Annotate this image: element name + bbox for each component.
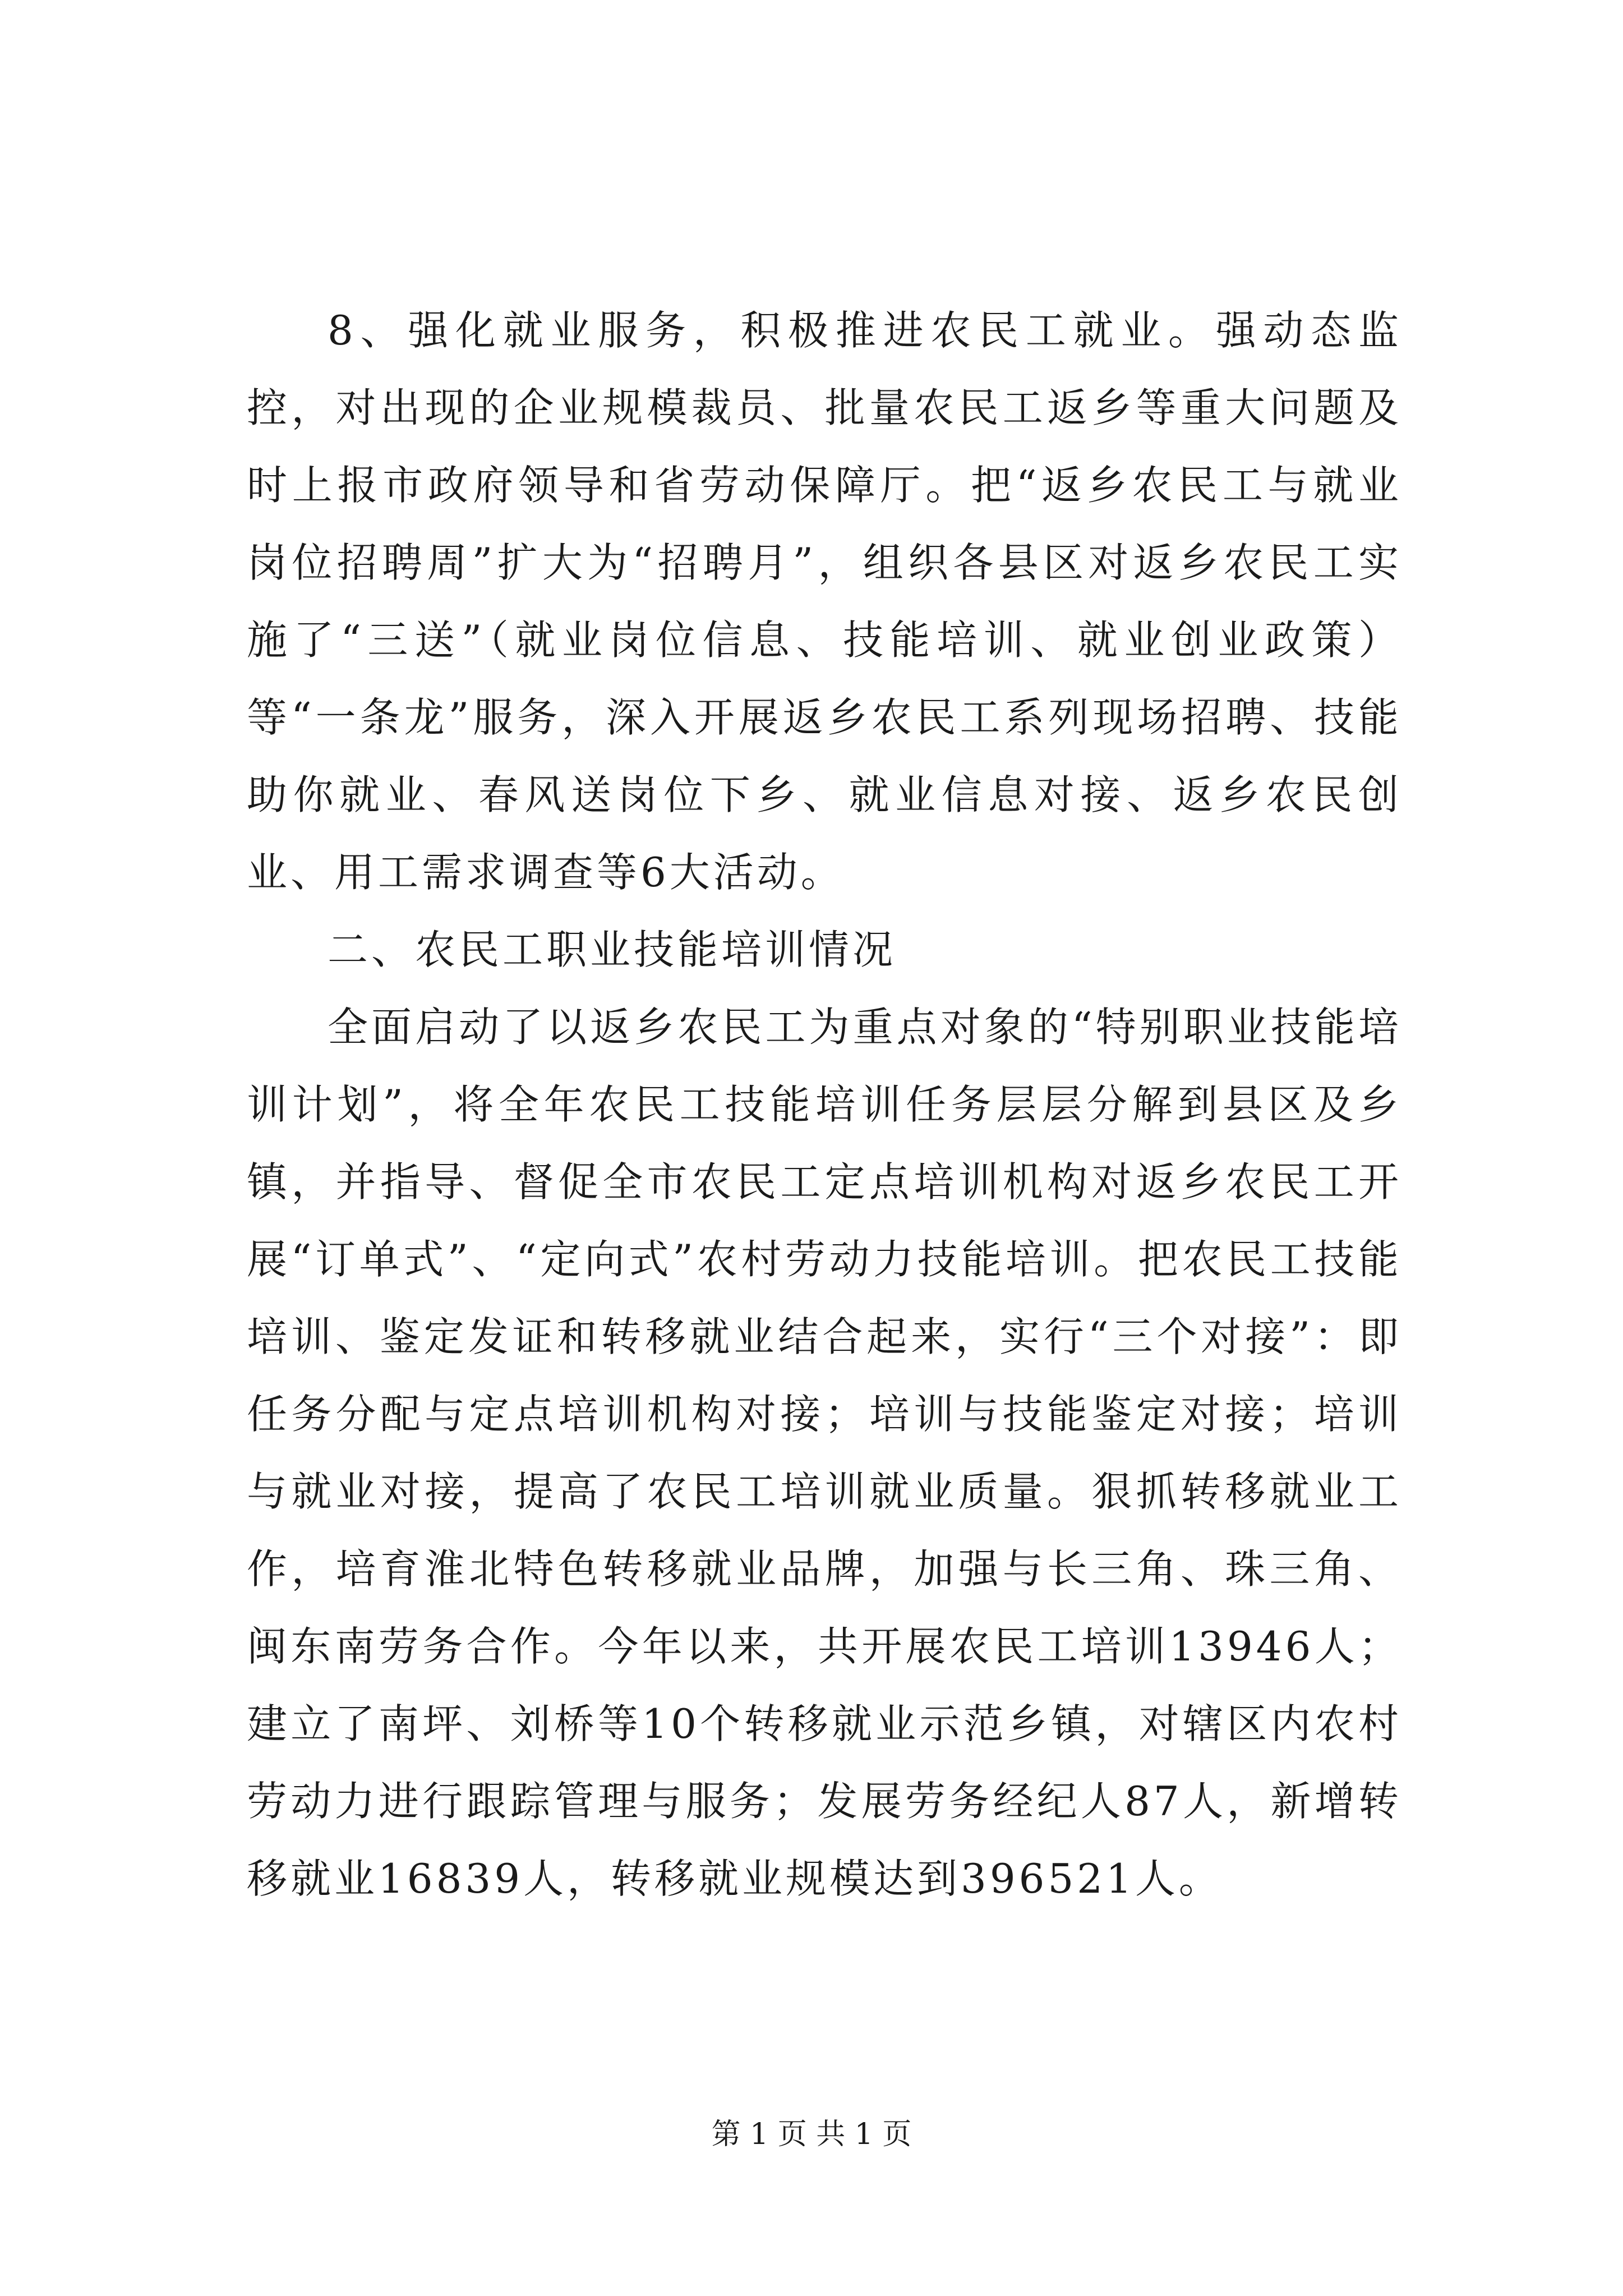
paragraph-employment-services: 8、强化就业服务，积极推进农民工就业。强动态监控，对出现的企业规模裁员、批量农民工返乡等重大问题及时上报市政府领导和省劳动保障厅。把“返乡农民工与就业岗位招聘周”扩大为“招聘月”，组织各县区对返乡农民工实施了“三送”（就业岗位信息、技能培训、就业创业政策）等“一条龙”服务，深入开展返乡农民工系列现场招聘、技能助你就业、春风送岗位下乡、就业信息对接、返乡农民创业、用工需求调查等6大活动。 bbox=[247, 307, 1402, 896]
page-footer: 第 1 页 共 1 页 bbox=[711, 2118, 912, 2151]
document-body bbox=[247, 292, 1402, 1917]
paragraph-skills-training: 全面启动了以返乡农民工为重点对象的“特别职业技能培训计划”，将全年农民工技能培训任务层层分解到县区及乡镇，并指导、督促全市农民工定点培训机构对返乡农民工开展“订单式”、“定向式”农村劳动力技能培训。把农民工技能培训、鉴定发证和转移就业结合起来，实行“三个对接”：即任务分配与定点培训机构对接；培训与技能鉴定对接；培训与就业对接，提高了农民工培训就业质量。狠抓转移就业工作，培育淮北特色转移就业品牌，加强与长三角、珠三角、闽东南劳务合作。今年以来，共开展农民工培训13946人；建立了南坪、刘桥等10个转移就业示范乡镇，对辖区内农村劳动力进行跟踪管理与服务；发展劳务经纪人87人，新增转移就业16839人，转移就业规模达到396521人。 bbox=[247, 1004, 1402, 1902]
section-heading-skills-training: 二、农民工职业技能培训情况 bbox=[328, 926, 897, 973]
